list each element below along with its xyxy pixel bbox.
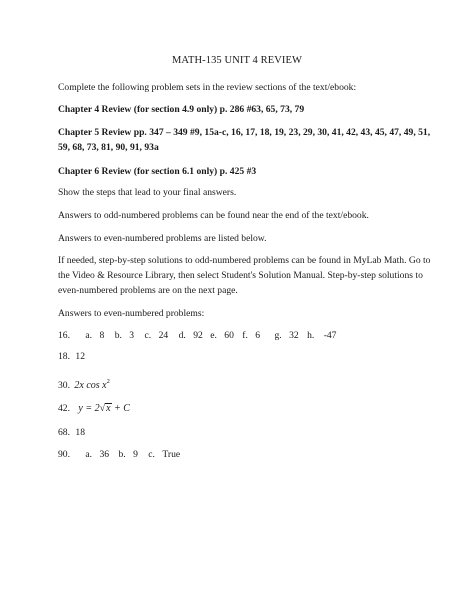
odd-answers-text: Answers to odd-numbered problems can be found near the end of the text/ebook. — [58, 210, 369, 221]
mylab-text-line3: even-numbered problems are on the next page. — [58, 285, 238, 296]
mylab-text-line1: If needed, step-by-step solutions to odd-numbered problems can be found in MyLab Math. Go to — [58, 255, 431, 266]
page-title: MATH-135 UNIT 4 REVIEW — [171, 55, 303, 66]
mylab-text-line2: the Video & Resource Library, then select Student's Solution Manual. Step-by-step solutions to — [58, 270, 423, 281]
answer-value: 18 — [75, 427, 85, 438]
answer-number: 16. — [58, 330, 70, 341]
answer-part-label: c. — [148, 449, 155, 460]
answer-number: 18. — [58, 351, 70, 362]
answer-part-label: c. — [144, 330, 152, 341]
answer-part-value: 60 — [224, 330, 234, 341]
expression-left: y = 2 — [78, 403, 100, 414]
answers-heading: Answers to even-numbered problems: — [58, 308, 205, 319]
chapter5-assignment-line1: Chapter 5 Review pp. 347 – 349 #9, 15a-c, 16, 17, 18, 19, 23, 29, 30, 41, 42, 43, 45, 47, 49, 51, — [58, 127, 431, 138]
answer-number: 90. — [58, 449, 70, 460]
chapter6-assignment: Chapter 6 Review (for section 6.1 only) p. 425 #3 — [58, 166, 257, 177]
answer-number: 30. — [58, 380, 70, 391]
even-answers-text: Answers to even-numbered problems are listed below. — [58, 233, 267, 244]
answer-90 — [58, 449, 180, 461]
answer-part-value: 3 — [129, 330, 135, 341]
answer-part-label: d. — [178, 330, 186, 341]
answer-68 — [58, 427, 85, 439]
answer-number: 68. — [58, 427, 70, 438]
sqrt-symbol: √x — [99, 403, 111, 414]
answer-part-value: 32 — [289, 330, 299, 341]
answer-30 — [58, 376, 110, 392]
answer-part-label: e. — [210, 330, 217, 341]
answer-part-value: 6 — [255, 330, 261, 341]
expression-superscript: 2 — [106, 378, 110, 385]
answer-expression — [78, 403, 130, 414]
expression-main: 2x cos x — [74, 380, 107, 391]
answer-part-label: b. — [118, 449, 126, 460]
answer-18 — [58, 351, 85, 363]
answer-part-label: f. — [242, 330, 248, 341]
chapter4-assignment: Chapter 4 Review (for section 4.9 only) p. 286 #63, 65, 73, 79 — [58, 104, 305, 115]
answer-part-label: a. — [85, 449, 93, 460]
answer-part-label: b. — [114, 330, 122, 341]
answer-42 — [58, 403, 130, 415]
answer-number: 42. — [58, 403, 70, 414]
answer-part-value: 36 — [99, 449, 110, 460]
chapter5-assignment-line2: 59, 68, 73, 81, 90, 91, 93a — [58, 142, 159, 153]
answer-part-value: 9 — [133, 449, 138, 460]
answer-part-label: a. — [85, 330, 93, 341]
answer-expression — [74, 380, 109, 391]
answer-part-value: -47 — [323, 330, 337, 341]
answer-part-value: 24 — [158, 330, 169, 341]
expression-right: + C — [111, 403, 130, 414]
answer-16 — [58, 330, 336, 342]
answer-part-value: 8 — [99, 330, 105, 341]
answer-value: 12 — [75, 351, 85, 362]
answer-part-label: h. — [307, 330, 315, 341]
answer-part-label: g. — [274, 330, 282, 341]
expression-radicand: x — [106, 403, 111, 414]
show-steps-text: Show the steps that lead to your final answers. — [58, 187, 237, 198]
answer-part-value: True — [162, 449, 181, 460]
answer-part-value: 92 — [193, 330, 203, 341]
intro-text: Complete the following problem sets in the review sections of the text/ebook: — [58, 82, 357, 93]
